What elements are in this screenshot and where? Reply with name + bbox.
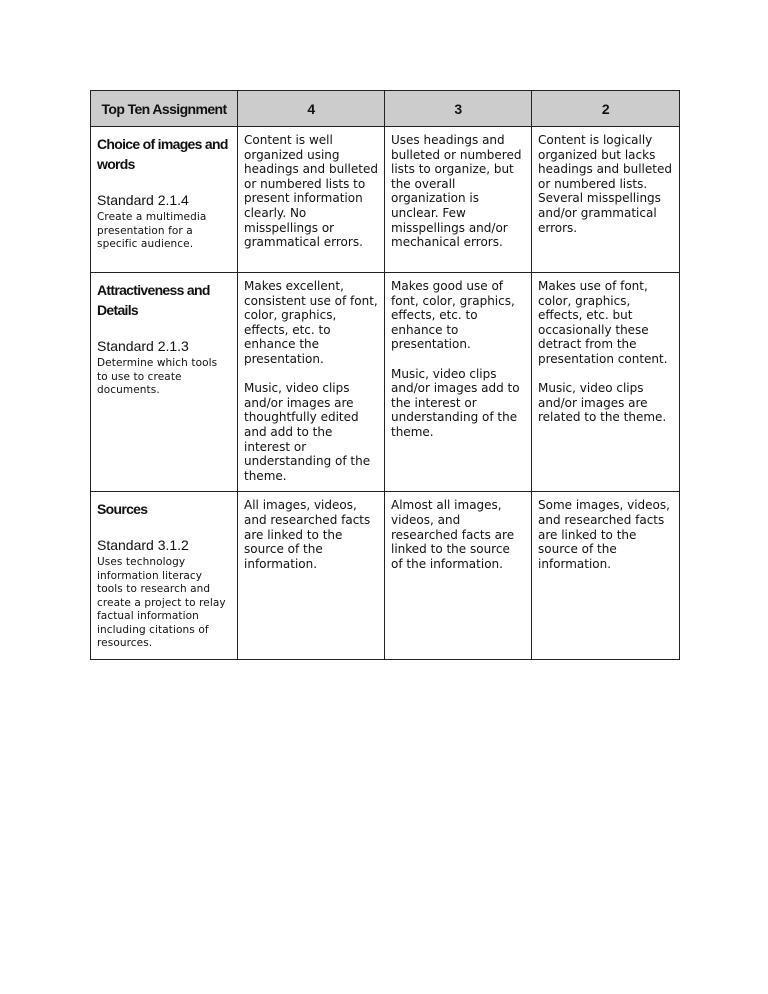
level-3-cell	[385, 273, 532, 492]
level-description: Content is well organized using headings and bulleted or numbered lists to present information clearly. No misspellings or grammatical errors.	[244, 133, 378, 250]
criteria-cell	[91, 127, 238, 273]
header-assignment: Top Ten Assignment	[91, 91, 238, 127]
rubric-table	[90, 90, 680, 660]
level-description: Uses headings and bulleted or numbered lists to organize, but the overall organization is unclear. Few misspellings and/or mechanical errors.	[391, 133, 522, 250]
standard-description: Create a multimedia presentation for a specific audience.	[97, 211, 207, 250]
header-level-4: 4	[238, 91, 385, 127]
header-level-3: 3	[385, 91, 532, 127]
standard-number: Standard 2.1.4	[97, 192, 189, 208]
level-description: Music, video clips and/or images add to the interest or understanding of the theme.	[391, 366, 520, 439]
header-row	[91, 91, 680, 127]
level-description: Makes use of font, color, graphics, effects, etc. but occasionally these detract from the presentation content.	[538, 279, 668, 366]
standard-description: Determine which tools to use to create documents.	[97, 357, 218, 396]
level-description: Makes excellent, consistent use of font, color, graphics, effects, etc. to enhance the presentation.	[244, 279, 378, 366]
level-2-cell	[532, 273, 680, 492]
level-description: Makes good use of font, color, graphics, effects, etc. to enhance to presentation.	[391, 279, 515, 352]
standard-description: Uses technology information literacy tools to research and create a project to relay factual information including citations of resources.	[97, 556, 226, 650]
level-description: Some images, videos, and researched facts are linked to the source of the information.	[538, 498, 670, 571]
level-3-cell	[385, 127, 532, 273]
criteria-cell	[91, 273, 238, 492]
rubric-row-attractiveness	[91, 273, 680, 492]
level-3-cell	[385, 492, 532, 660]
level-2-cell	[532, 127, 680, 273]
level-4-cell	[238, 273, 385, 492]
standard-number: Standard 3.1.2	[97, 537, 189, 554]
level-description: All images, videos, and researched facts are linked to the source of the information.	[244, 498, 371, 571]
level-4-cell	[238, 127, 385, 273]
criteria-cell	[91, 492, 238, 660]
level-4-cell	[238, 492, 385, 660]
rubric-row-sources	[91, 492, 680, 660]
level-description: Music, video clips and/or images are thoughtfully edited and add to the interest or understanding of the theme.	[244, 381, 371, 483]
criteria-title: Choice of images and words	[97, 136, 228, 172]
standard-number: Standard 2.1.3	[97, 338, 189, 354]
criteria-title: Attractiveness and Details	[97, 282, 210, 318]
level-description: Music, video clips and/or images are related to the theme.	[538, 381, 667, 425]
level-description: Content is logically organized but lacks headings and bulleted or numbered lists. Several misspellings and/or grammatical errors.	[538, 133, 672, 235]
criteria-title: Sources	[97, 501, 148, 518]
level-description: Almost all images, videos, and researched facts are linked to the source of the information.	[391, 498, 515, 571]
level-2-cell	[532, 492, 680, 660]
rubric-row-choice	[91, 127, 680, 273]
header-level-2: 2	[532, 91, 680, 127]
